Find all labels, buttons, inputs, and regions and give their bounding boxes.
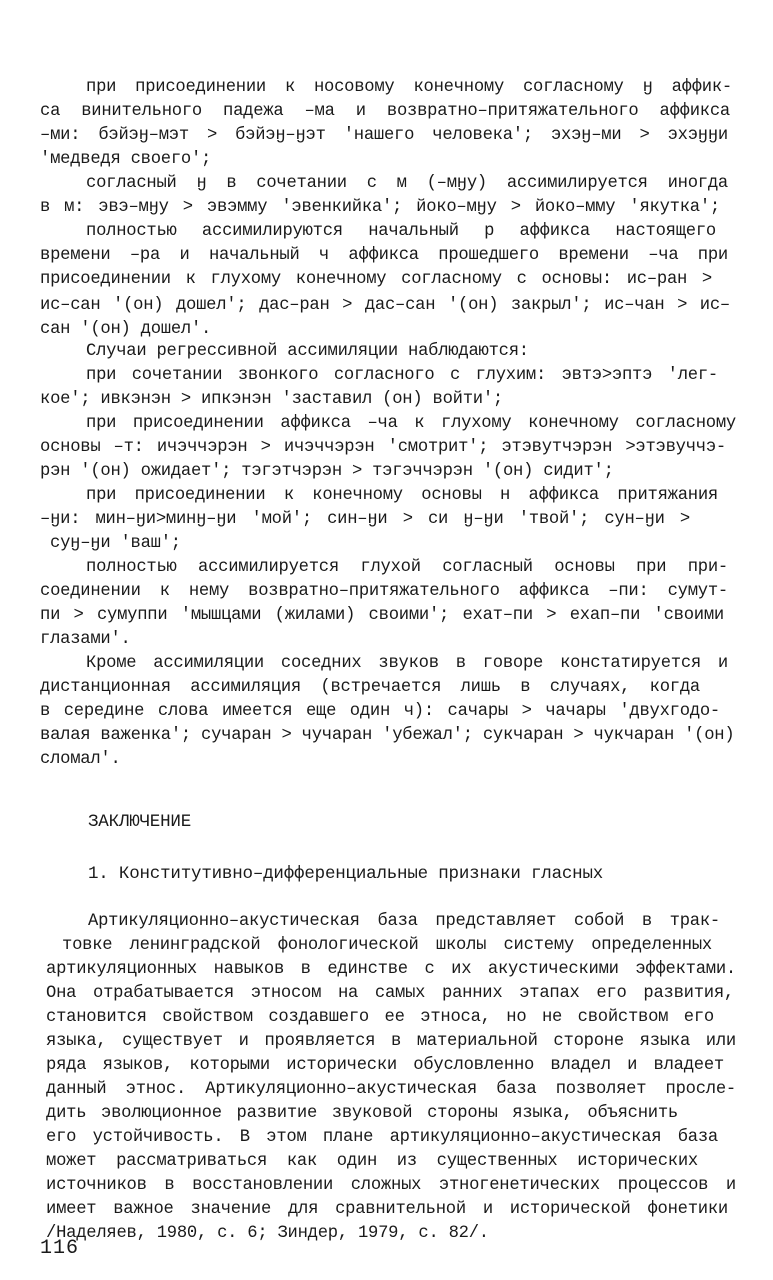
text-line: рэн '(он) ожидает'; тэгэтчэрэн > тэгэччэрэн '(он) сидит';: [40, 462, 614, 481]
text-line: –ми: бэйэӈ–мэт > бэйэӈ–ӈэт 'нашего человека'; эхэӈ–ми > эхэӈӈи: [40, 126, 728, 145]
text-line: в м: эвэ–мӈу > эвэмму 'эвенкийка'; йоко–мӈу > йоко–мму 'якутка';: [40, 198, 720, 217]
text-line: ис–сан '(он) дошел'; дас–ран > дас–сан '(он) закрыл'; ис–чан > ис–: [40, 296, 730, 315]
text-line: сан '(он) дошел'.: [40, 320, 212, 339]
text-line: полностью ассимилируются начальный р аффикса настоящего: [86, 222, 716, 241]
text-line: времени –ра и начальный ч аффикса прошедшего времени –ча при: [40, 246, 728, 265]
text-line: при присоединении аффикса –ча к глухому конечному согласному: [86, 414, 736, 433]
text-line: данный этнос. Артикуляционно–акустическая база позволяет просле-: [46, 1080, 736, 1099]
text-line: Она отрабатывается этносом на самых ранних этапах его развития,: [46, 984, 734, 1003]
text-line: имеет важное значение для сравнительной и исторической фонетики: [46, 1200, 728, 1219]
text-line: Кроме ассимиляции соседних звуков в говоре констатируется и: [86, 654, 728, 673]
text-line: са винительного падежа –ма и возвратно–притяжательного аффикса: [40, 102, 730, 121]
page-number: 116: [40, 1237, 80, 1260]
text-line: пи > сумуппи 'мышцами (жилами) своими'; ехат–пи > ехап–пи 'своими: [40, 606, 724, 625]
text-line: при присоединении к конечному основы н аффикса притяжания: [86, 486, 718, 505]
text-line: языка, существует и проявляется в материальной стороне языка или: [46, 1032, 736, 1051]
text-line: его устойчивость. В этом плане артикуляционно–акустическая база: [46, 1128, 718, 1147]
section-title: ЗАКЛЮЧЕНИЕ: [88, 812, 192, 832]
text-line: кое'; ивкэнэн > ипкэнэн 'заставил (он) войти';: [40, 390, 503, 409]
text-line: полностью ассимилируется глухой согласный основы при при-: [86, 558, 728, 577]
text-line: валая важенка'; сучаран > чучаран 'убежал'; сукчаран > чукчаран '(он): [40, 726, 734, 745]
text-line: при присоединении к носовому конечному согласному ӈ аффик-: [86, 78, 732, 97]
text-line: /Наделяев, 1980, с. 6; Зиндер, 1979, с. 82/.: [46, 1224, 489, 1243]
text-line: основы –т: ичэччэрэн > ичэччэрэн 'смотрит'; этэвутчэрэн >этэвуччэ-: [40, 438, 726, 457]
text-line: присоединении к глухому конечному согласному с основы: ис–ран >: [40, 270, 712, 289]
text-line: становится свойством создавшего ее этноса, но не свойством его: [46, 1008, 714, 1027]
text-line: дистанционная ассимиляция (встречается лишь в случаях, когда: [40, 678, 700, 697]
text-line: товке ленинградской фонологической школы систему определенных: [62, 936, 712, 955]
text-line: –ӈи: мин–ӈи>минӈ–ӈи 'мой'; син–ӈи > си ӈ–ӈи 'твой'; сун–ӈи >: [40, 510, 690, 529]
text-line: Случаи регрессивной ассимиляции наблюдаются:: [86, 342, 529, 361]
subsection-title: 1. Конститутивно–дифференциальные признаки гласных: [88, 864, 604, 884]
text-line: может рассматриваться как один из существенных исторических: [46, 1152, 698, 1171]
text-line: артикуляционных навыков в единстве с их акустическими эффектами.: [46, 960, 736, 979]
text-line: согласный ӈ в сочетании с м (–мӈу) ассимилируется иногда: [86, 174, 728, 193]
text-line: глазами'.: [40, 630, 131, 649]
text-line: в середине слова имеется еще один ч): сачары > чачары 'двухгодо-: [40, 702, 720, 721]
text-line: дить эволюционное развитие звуковой стороны языка, объяснить: [46, 1104, 678, 1123]
text-line: источников в восстановлении сложных этногенетических процессов и: [46, 1176, 736, 1195]
text-line: соединении к нему возвратно–притяжательного аффикса –пи: сумут-: [40, 582, 728, 601]
text-line: суӈ–ӈи 'ваш';: [50, 534, 181, 553]
text-line: Артикуляционно–акустическая база представляет собой в трак-: [88, 912, 720, 931]
text-line: при сочетании звонкого согласного с глухим: эвтэ>эптэ 'лег-: [86, 366, 718, 385]
text-line: ряда языков, которыми исторически обусловленно владел и владеет: [46, 1056, 724, 1075]
text-line: 'медведя своего';: [40, 150, 212, 169]
text-line: сломал'.: [40, 750, 121, 769]
